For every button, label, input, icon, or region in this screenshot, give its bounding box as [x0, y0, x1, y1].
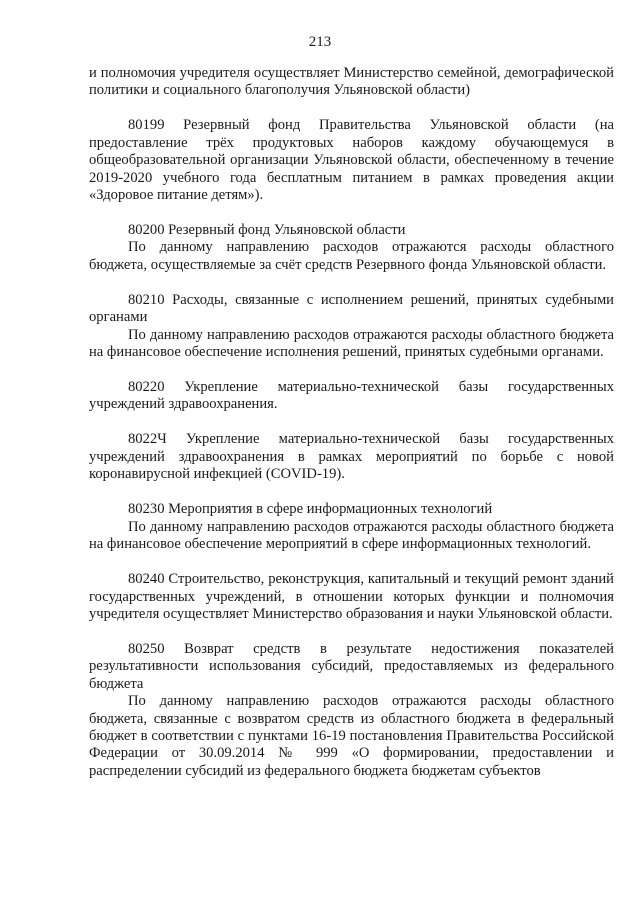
paragraph-80250-description: По данному направлению расходов отражаются расходы областного бюджета, связанные с возвратом средств из областного бюджета в федеральный бюджет в соответствии с пунктами 16-19 постановления Правительства Российской Федерации от 30.09.2014 № 999 «О формировании, предоставлении и распределении субсидий из федерального бюджета бюджетам субъектов — [89, 693, 614, 779]
paragraph-80199: 80199 Резервный фонд Правительства Ульяновской области (на предоставление трёх продуктовых наборов каждому обучающемуся в общеобразовательной организации Ульяновской области, обеспеченному в течение 2019-2020 учебного года бесплатным питанием в рамках проведения акции «Здоровое питание детям»). — [89, 117, 614, 204]
paragraph-8022ch: 8022Ч Укрепление материально-технической базы государственных учреждений здравоохранения в рамках мероприятий по борьбе с новой коронавирусной инфекцией (COVID-19). — [89, 431, 614, 483]
page-number: 213 — [308, 34, 332, 50]
paragraph-gap — [89, 361, 614, 379]
heading-80250: 80250 Возврат средств в результате недостижения показателей результативности использования субсидий, предоставляемых из федерального бюджета — [89, 640, 614, 692]
paragraph-gap — [89, 623, 614, 641]
heading-80230: 80230 Мероприятия в сфере информационных технологий — [128, 501, 493, 518]
paragraph-80200-description: По данному направлению расходов отражаются расходы областного бюджета, осуществляемые за счёт средств Резервного фонда Ульяновской области. — [89, 239, 614, 273]
paragraph-gap — [89, 204, 614, 222]
paragraph-gap — [89, 484, 614, 502]
paragraph-continuation: и полномочия учредителя осуществляет Министерство семейной, демографической политики и социального благополучия Ульяновской области) — [89, 65, 614, 99]
heading-80200: 80200 Резервный фонд Ульяновской области — [128, 222, 406, 239]
paragraph-80230-description: По данному направлению расходов отражаются расходы областного бюджета на финансовое обеспечение мероприятий в сфере информационных технологий. — [89, 518, 614, 553]
paragraph-80220: 80220 Укрепление материально-технической базы государственных учреждений здравоохранения. — [89, 379, 614, 413]
paragraph-gap — [89, 554, 614, 572]
paragraph-gap — [89, 414, 614, 432]
paragraph-80210-description: По данному направлению расходов отражаются расходы областного бюджета на финансовое обеспечение исполнения решений, принятых судебными органами. — [89, 326, 614, 361]
document-body — [89, 65, 614, 780]
paragraph-gap — [89, 274, 614, 292]
heading-80210: 80210 Расходы, связанные с исполнением решений, принятых судебными органами — [89, 291, 614, 326]
paragraph-gap — [89, 100, 614, 118]
paragraph-80240: 80240 Строительство, реконструкция, капитальный и текущий ремонт зданий государственных учреждений, в отношении которых функции и полномочия учредителя осуществляет Министерство образования и науки Ульяновской области. — [89, 571, 614, 622]
